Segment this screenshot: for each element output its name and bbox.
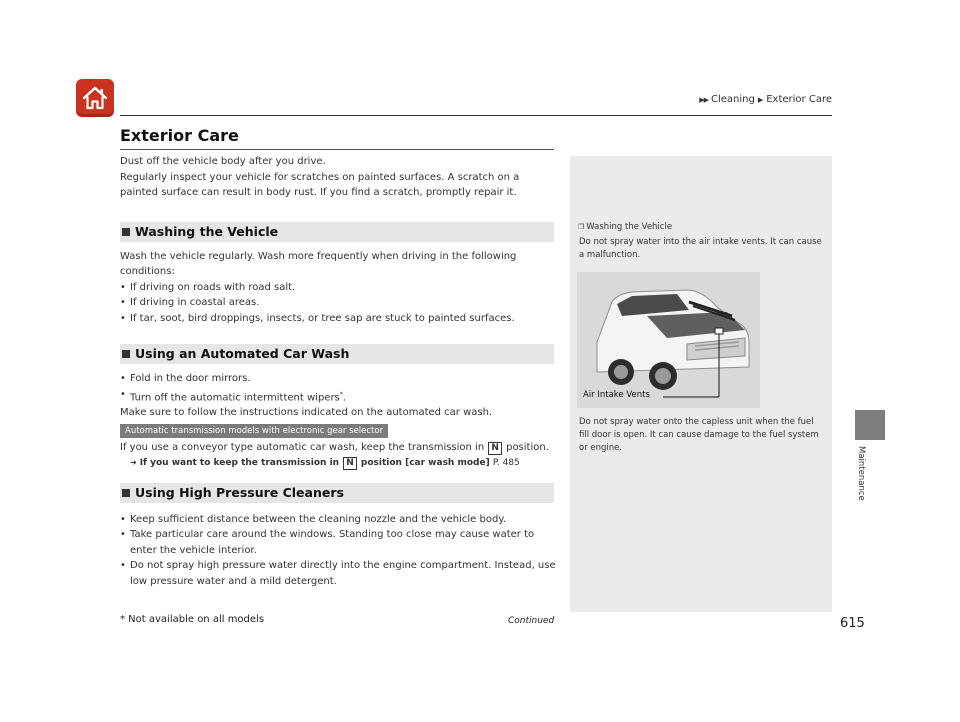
note-marker-icon: ❐ bbox=[578, 223, 585, 231]
list-item: • If driving in coastal areas. bbox=[120, 295, 560, 311]
list-item: • If tar, soot, bird droppings, insects, or tree sap are stuck to painted surfaces. bbox=[120, 311, 560, 327]
cross-reference-link[interactable]: ➜ If you want to keep the transmission in N position [car wash mode] P. 485 bbox=[130, 458, 520, 469]
automated-follow-text: Make sure to follow the instructions indicated on the automated car wash. bbox=[120, 407, 493, 419]
title-rule bbox=[120, 149, 554, 150]
side-note-title: Washing the Vehicle bbox=[586, 222, 673, 232]
header-rule bbox=[120, 115, 832, 116]
square-icon bbox=[122, 489, 130, 497]
section-automated-title: Using an Automated Car Wash bbox=[135, 346, 350, 362]
breadcrumb-item-cleaning[interactable]: Cleaning bbox=[711, 94, 755, 105]
section-washing-heading bbox=[120, 222, 554, 242]
section-pressure-title: Using High Pressure Cleaners bbox=[135, 485, 344, 501]
breadcrumb bbox=[699, 94, 832, 105]
list-item: • Do not spray high pressure water directly into the engine compartment. Instead, use low pressure water and a mild detergent. bbox=[120, 558, 560, 589]
reference-arrow-icon: ➜ bbox=[130, 458, 137, 468]
pressure-bullets bbox=[120, 512, 560, 590]
footnote: * Not available on all models bbox=[120, 614, 265, 625]
triangle-right-icon: ▶ bbox=[757, 95, 764, 104]
model-tag-row bbox=[120, 424, 560, 438]
list-item: • Keep sufficient distance between the cleaning nozzle and the vehicle body. bbox=[120, 512, 560, 528]
page-title: Exterior Care bbox=[120, 126, 239, 145]
breadcrumb-item-exterior-care[interactable]: Exterior Care bbox=[766, 94, 832, 105]
section-washing-title: Washing the Vehicle bbox=[135, 223, 279, 239]
section-automated-heading bbox=[120, 344, 554, 364]
gear-n-key: N bbox=[343, 457, 357, 470]
page-number: 615 bbox=[840, 616, 865, 631]
intro-line-2: Regularly inspect your vehicle for scratches on painted surfaces. A scratch on a painted surface can result in body rust. If you find a scratch, promptly repair it. bbox=[120, 171, 520, 198]
main-content bbox=[120, 154, 560, 589]
page-reference: P. 485 bbox=[492, 458, 520, 469]
washing-bullets bbox=[120, 280, 560, 327]
square-icon bbox=[122, 228, 130, 236]
vehicle-image bbox=[577, 272, 760, 408]
side-tab-label-wrap bbox=[848, 440, 872, 520]
list-item: • Fold in the door mirrors. bbox=[120, 371, 560, 387]
intro-line-1: Dust off the vehicle body after you drive. bbox=[120, 156, 326, 167]
chapter-tab[interactable] bbox=[855, 410, 885, 440]
side-note-text-2: Do not spray water onto the capless unit when the fuel fill door is open. It can cause damage to the fuel system or engine. bbox=[579, 417, 819, 453]
home-button[interactable] bbox=[76, 79, 114, 117]
square-icon bbox=[122, 350, 130, 358]
list-item: • Take particular care around the windows. Standing too close may cause water to enter the vehicle interior. bbox=[120, 527, 560, 558]
model-tag: Automatic transmission models with electronic gear selector bbox=[120, 424, 388, 438]
list-item: • Turn off the automatic intermittent wipers*. bbox=[120, 387, 560, 406]
air-intake-vents-label: Air Intake Vents bbox=[579, 390, 653, 400]
section-pressure-heading bbox=[120, 483, 554, 503]
side-note-heading bbox=[578, 222, 672, 232]
asterisk-mark: * bbox=[339, 390, 343, 398]
gear-n-key: N bbox=[488, 442, 502, 455]
home-icon bbox=[81, 85, 109, 111]
washing-text: Wash the vehicle regularly. Wash more frequently when driving in the following conditions: bbox=[120, 250, 517, 277]
side-note-panel bbox=[570, 156, 832, 612]
automated-bullets bbox=[120, 371, 560, 405]
conveyor-text: If you use a conveyor type automatic car wash, keep the transmission in N position. bbox=[120, 441, 549, 453]
side-note-text-1: Do not spray water into the air intake vents. It can cause a malfunction. bbox=[579, 237, 822, 260]
side-tab-label: Maintenance bbox=[856, 446, 866, 501]
triangle-right-icon: ▶▶ bbox=[699, 95, 708, 104]
continued-label: Continued bbox=[508, 616, 555, 626]
list-item: • If driving on roads with road salt. bbox=[120, 280, 560, 296]
